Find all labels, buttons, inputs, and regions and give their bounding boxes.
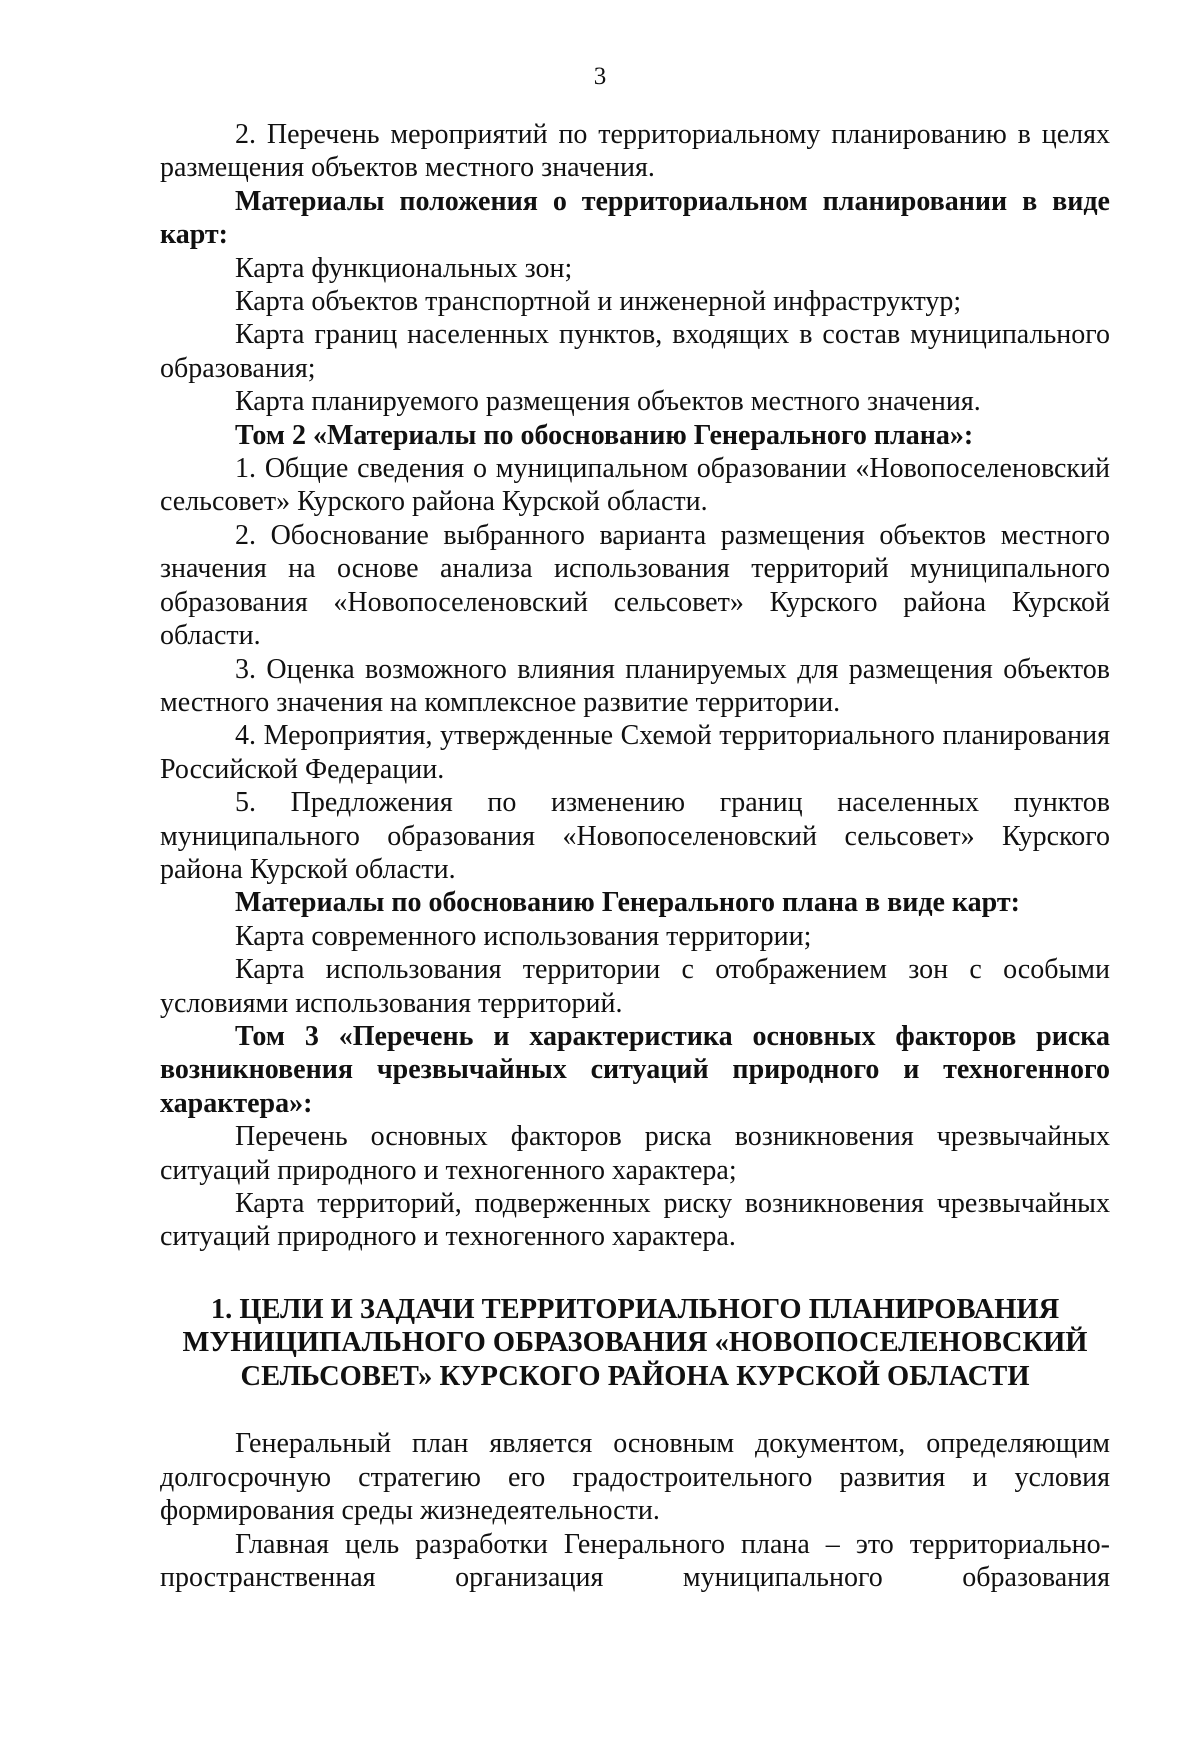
volume1-map-4: Карта планируемого размещения объектов местного значения. xyxy=(235,386,981,418)
section-1-paragraph-1: Генеральный план является основным документом, определяющим долгосрочную стратегию его градостроительного развития и условия формирования среды жизнедеятельности. xyxy=(160,1428,1110,1527)
section-1-heading: 1. ЦЕЛИ И ЗАДАЧИ ТЕРРИТОРИАЛЬНОГО ПЛАНИРОВАНИЯ МУНИЦИПАЛЬНОГО ОБРАЗОВАНИЯ «НОВОПОСЕЛЕНОВСКИЙ СЕЛЬСОВЕТ» КУРСКОГО РАЙОНА КУРСКОЙ ОБЛАСТИ xyxy=(182,1293,1088,1392)
volume1-item-2: 2. Перечень мероприятий по территориальному планированию в целях размещения объектов местного значения. xyxy=(160,119,1110,184)
volume2-map-2: Карта использования территории с отображением зон с особыми условиями использования территорий. xyxy=(160,954,1110,1019)
volume1-map-1: Карта функциональных зон; xyxy=(235,252,573,284)
document-body xyxy=(160,118,1110,1594)
volume2-item-5: 5. Предложения по изменению границ населенных пунктов муниципального образования «Новопоселеновский сельсовет» Курского района Курской области. xyxy=(160,787,1110,885)
volume3-item-1: Перечень основных факторов риска возникновения чрезвычайных ситуаций природного и техногенного характера; xyxy=(160,1121,1110,1186)
volume1-maps-heading: Материалы положения о территориальном планировании в виде карт: xyxy=(160,185,1110,251)
volume3-title: Том 3 «Перечень и характеристика основных факторов риска возникновения чрезвычайных ситуаций природного и техногенного характера»: xyxy=(160,1020,1110,1119)
volume2-item-3: 3. Оценка возможного влияния планируемых для размещения объектов местного значения на комплексное развитие территории. xyxy=(160,653,1110,718)
volume2-item-1: 1. Общие сведения о муниципальном образовании «Новопоселеновский сельсовет» Курского района Курской области. xyxy=(160,453,1110,518)
page-number: 3 xyxy=(593,63,607,90)
volume2-item-4: 4. Мероприятия, утвержденные Схемой территориального планирования Российской Федерации. xyxy=(160,720,1110,785)
volume1-map-3: Карта границ населенных пунктов, входящих в состав муниципального образования; xyxy=(160,319,1110,384)
volume2-maps-heading: Материалы по обоснованию Генерального плана в виде карт: xyxy=(235,887,1020,919)
volume2-item-2: 2. Обоснование выбранного варианта размещения объектов местного значения на основе анализа использования территорий муниципального образования «Новопоселеновский сельсовет» Курского района Курской области. xyxy=(160,519,1110,652)
volume2-map-1: Карта современного использования территории; xyxy=(235,920,812,952)
volume3-item-2: Карта территорий, подверженных риску возникновения чрезвычайных ситуаций природного и техногенного характера. xyxy=(160,1188,1110,1253)
section-1-paragraph-2: Главная цель разработки Генерального плана – это территориально-пространственная организация муниципального образования xyxy=(160,1528,1110,1593)
volume2-title: Том 2 «Материалы по обоснованию Генерального плана»: xyxy=(235,419,974,451)
volume1-map-2: Карта объектов транспортной и инженерной инфраструктур; xyxy=(235,286,962,318)
